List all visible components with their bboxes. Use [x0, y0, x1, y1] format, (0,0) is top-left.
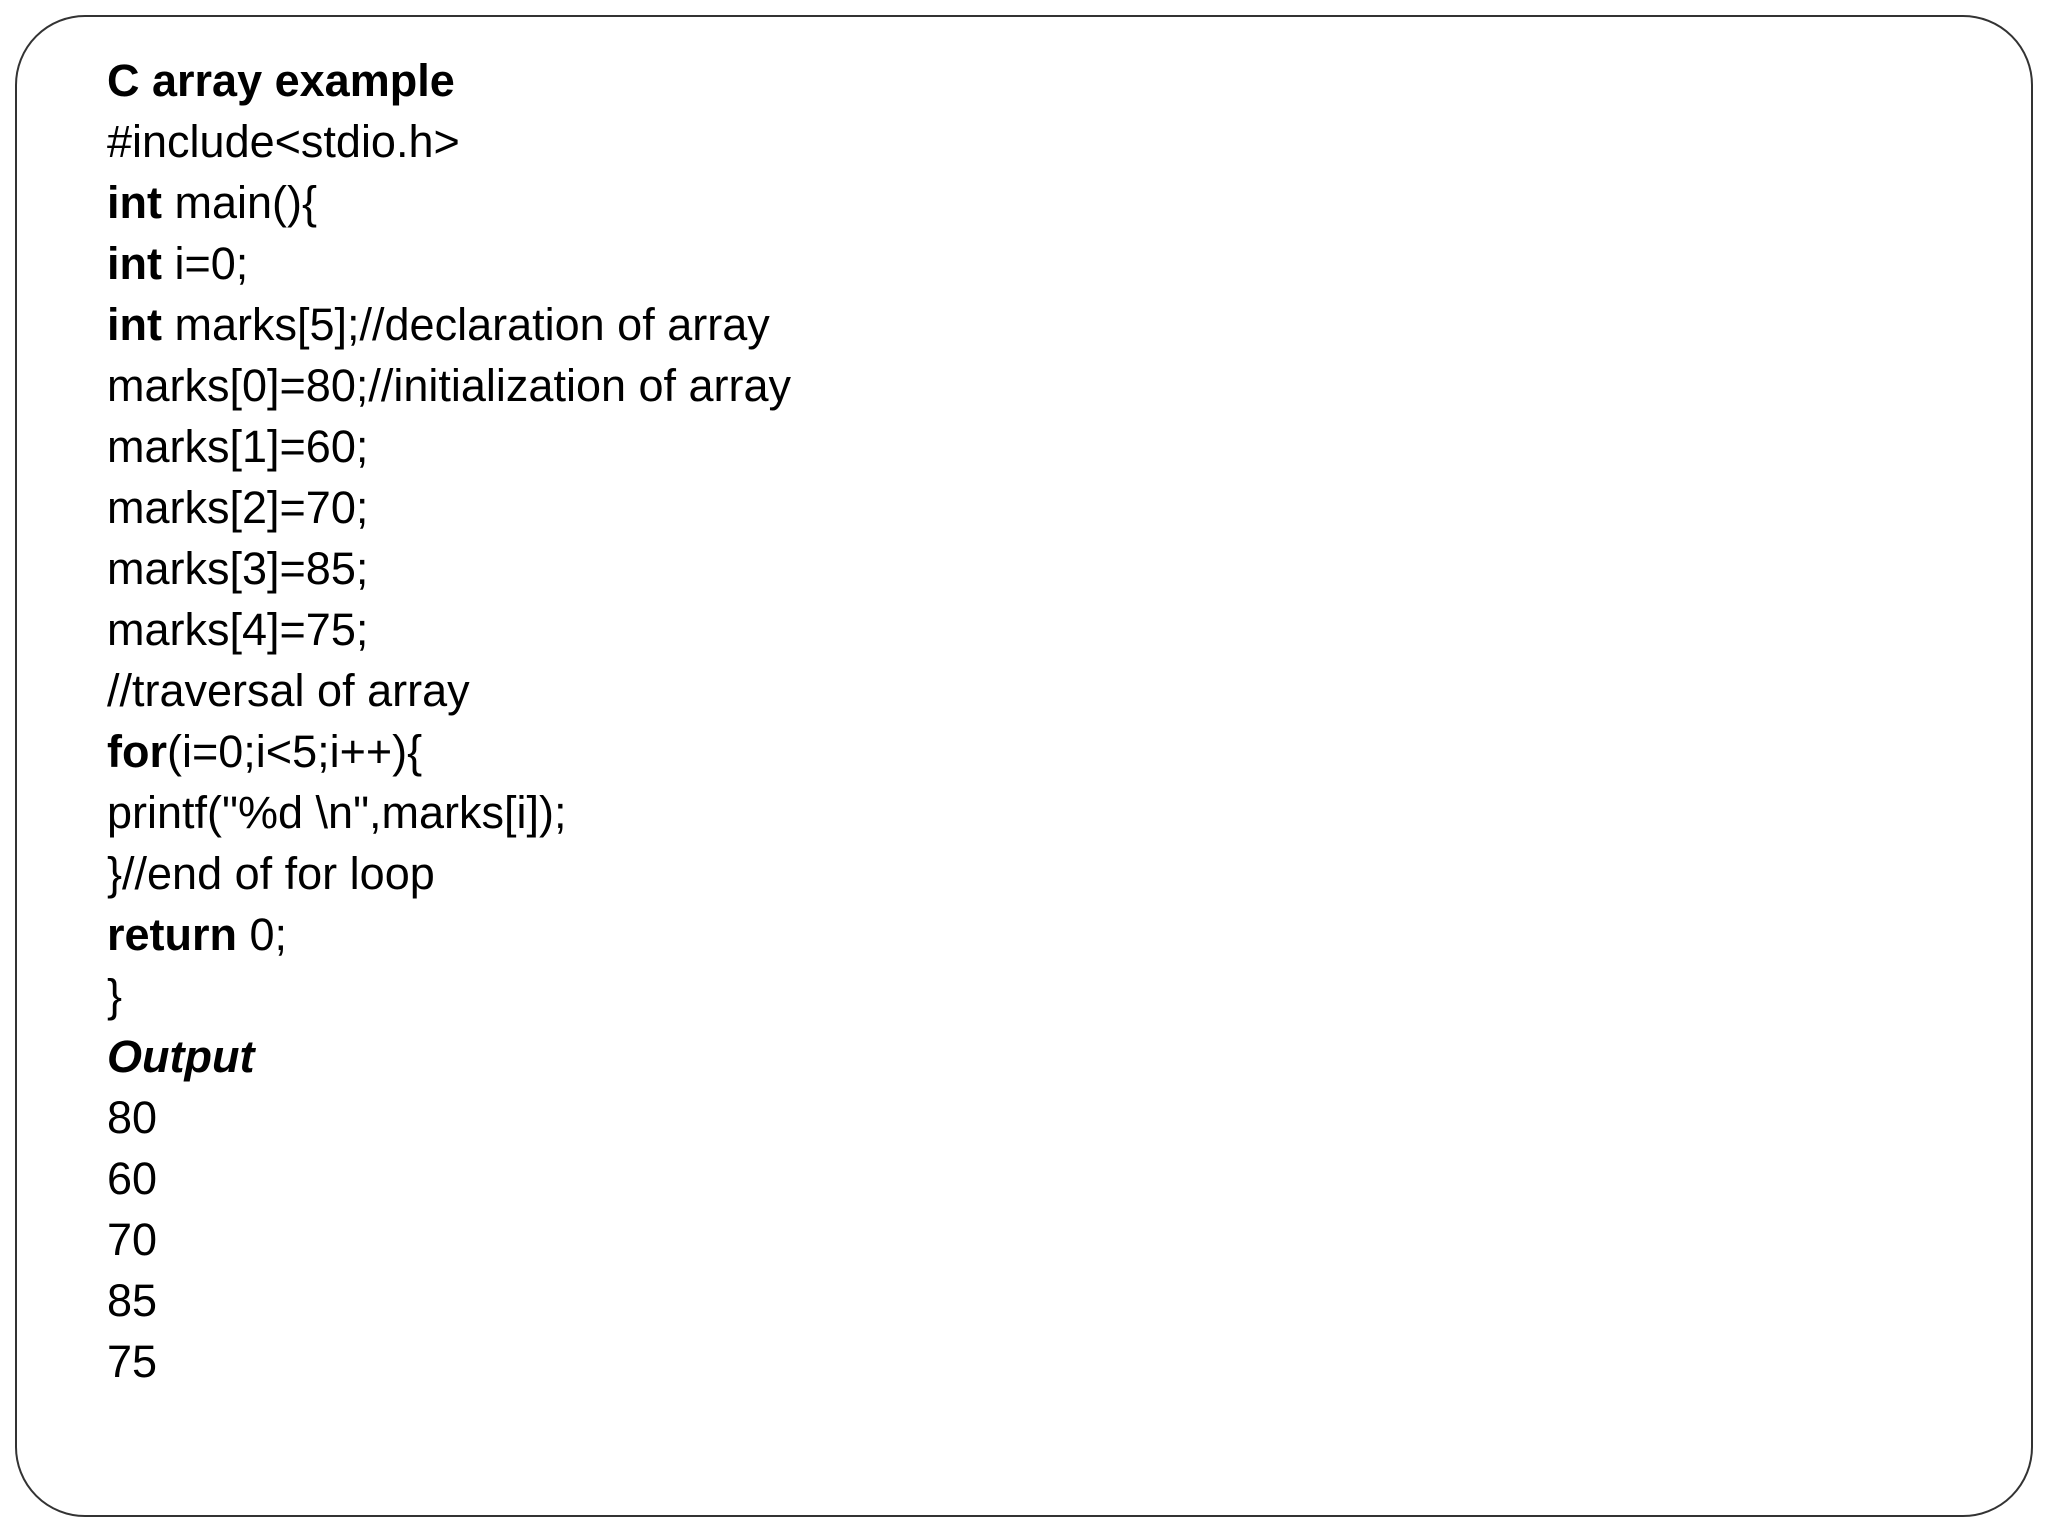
output-value: 70 [107, 1214, 158, 1265]
keyword-int: int [107, 177, 162, 228]
slide-content [107, 50, 1907, 1392]
code-line-init-1: marks[1]=60; [107, 421, 369, 472]
keyword-return: return [107, 909, 238, 960]
code-line-init-2: marks[2]=70; [107, 482, 369, 533]
code-line-close-brace: } [107, 970, 123, 1021]
slide-title: C array example [107, 55, 455, 106]
output-value: 60 [107, 1153, 158, 1204]
keyword-int: int [107, 299, 162, 350]
output-value: 85 [107, 1275, 158, 1326]
keyword-for: for [107, 726, 167, 777]
code-line-declare-marks [107, 294, 1907, 355]
code-line-declare-i [107, 233, 1907, 294]
code-line-include: #include<stdio.h> [107, 116, 460, 167]
output-value: 80 [107, 1092, 158, 1143]
code-line-for [107, 721, 1907, 782]
code-line-return [107, 904, 1907, 965]
code-text: main(){ [161, 177, 318, 228]
keyword-int: int [107, 238, 162, 289]
code-text: 0; [237, 909, 288, 960]
code-line-main [107, 172, 1907, 233]
code-line-init-4: marks[4]=75; [107, 604, 369, 655]
code-line-init-0: marks[0]=80;//initialization of array [107, 360, 792, 411]
output-value: 75 [107, 1336, 158, 1387]
output-heading: Output [107, 1031, 255, 1082]
code-line-end-for: }//end of for loop [107, 848, 435, 899]
code-text: (i=0;i<5;i++){ [167, 726, 423, 777]
code-text: marks[5];//declaration of array [161, 299, 770, 350]
code-text: i=0; [161, 238, 249, 289]
code-line-traversal-comment: //traversal of array [107, 665, 470, 716]
code-line-printf: printf("%d \n",marks[i]); [107, 787, 567, 838]
code-line-init-3: marks[3]=85; [107, 543, 369, 594]
